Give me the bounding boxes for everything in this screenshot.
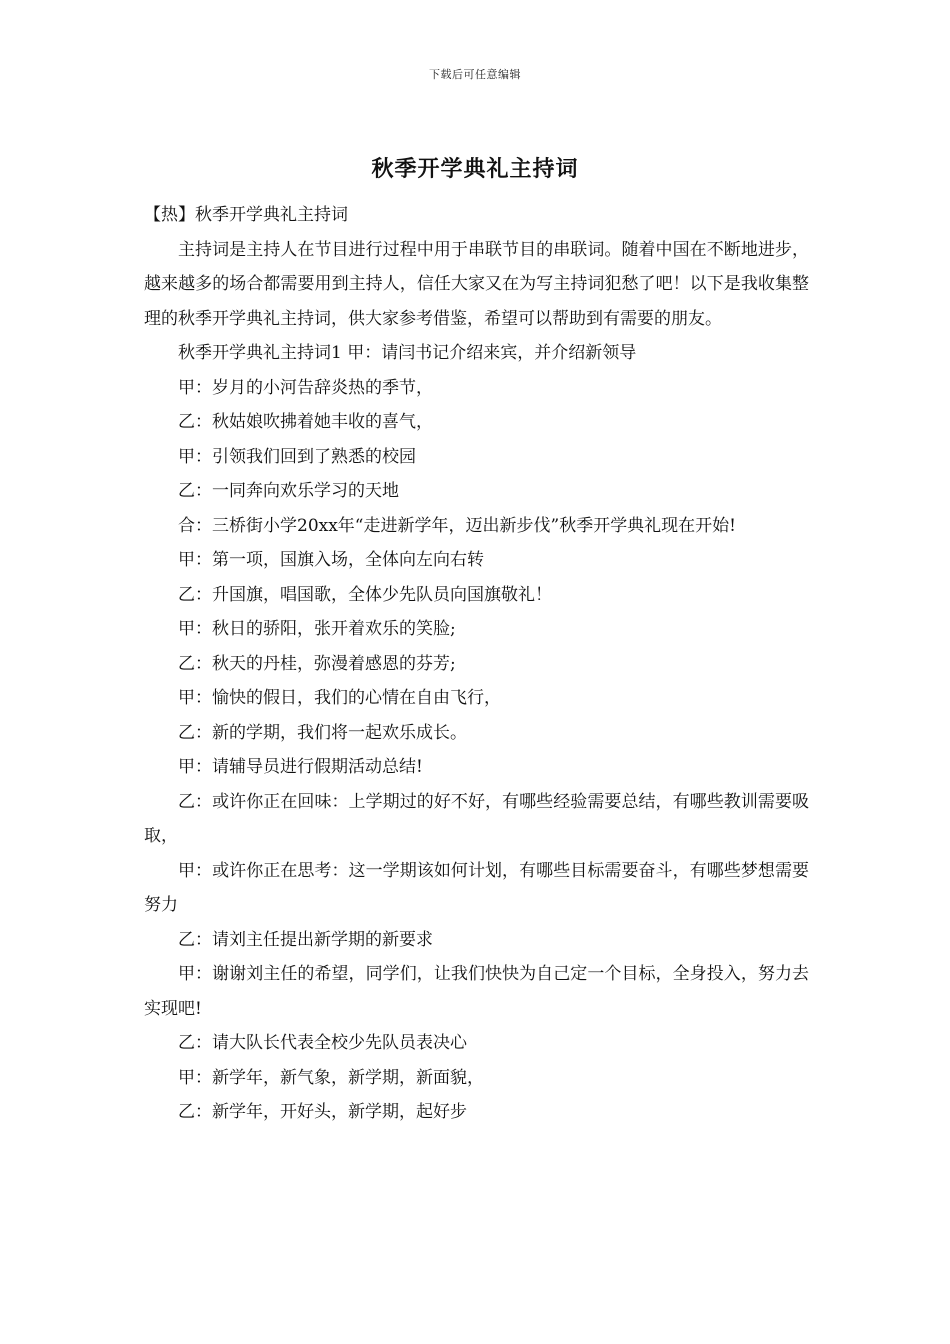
document-title: 秋季开学典礼主持词 — [371, 156, 579, 182]
paragraph: 甲：愉快的假日，我们的心情在自由飞行， — [178, 688, 501, 708]
paragraph: 甲：新学年，新气象，新学期，新面貌， — [178, 1067, 484, 1088]
paragraph: 秋季开学典礼主持词1 甲：请闫书记介绍来宾，并介绍新领导 — [178, 343, 637, 363]
paragraph: 甲：岁月的小河告辞炎热的季节， — [178, 377, 433, 398]
paragraph: 乙：或许你正在回味：上学期过的好不好，有哪些经验需要总结，有哪些教训需要吸取， — [144, 791, 809, 846]
paragraph: 乙：秋天的丹桂，弥漫着感恩的芬芳; — [178, 653, 456, 674]
paragraph: 合：三桥街小学20xx年“走进新学年，迈出新步伐”秋季开学典礼现在开始! — [178, 515, 737, 536]
paragraph: 乙：新学年，开好头，新学期，起好步 — [178, 1102, 467, 1122]
paragraph: 主持词是主持人在节目进行过程中用于串联节目的串联词。随着中国在不断地进步，越来越多的场合都需要用到主持人，信任大家又在为写主持词犯愁了吧！以下是我收集整理的秋季开学典礼主持词，供大家参考借鉴，希望可以帮助到有需要的朋友。 — [144, 239, 809, 329]
paragraph: 甲：谢谢刘主任的希望，同学们，让我们快快为自己定一个目标，全身投入，努力去实现吧! — [144, 964, 809, 1019]
paragraph: 甲：或许你正在思考：这一学期该如何计划，有哪些目标需要奋斗，有哪些梦想需要努力 — [144, 860, 809, 915]
paragraph: 乙：秋姑娘吹拂着她丰收的喜气， — [178, 412, 433, 432]
paragraph: 乙：请大队长代表全校少先队员表决心 — [178, 1033, 467, 1053]
header-note: 下载后可任意编辑 — [429, 68, 521, 81]
document-body — [144, 198, 809, 1130]
paragraph: 甲：秋日的骄阳，张开着欢乐的笑脸; — [178, 619, 456, 639]
document-subtitle: 【热】秋季开学典礼主持词 — [144, 205, 348, 225]
paragraph: 乙：请刘主任提出新学期的新要求 — [178, 929, 433, 950]
paragraph: 乙：升国旗，唱国歌，全体少先队员向国旗敬礼！ — [178, 584, 552, 605]
paragraph: 甲：第一项，国旗入场，全体向左向右转 — [178, 550, 484, 570]
paragraph: 乙：新的学期，我们将一起欢乐成长。 — [178, 722, 467, 743]
paragraph: 甲：引领我们回到了熟悉的校园 — [178, 446, 416, 467]
paragraph: 甲：请辅导员进行假期活动总结! — [178, 757, 423, 777]
paragraph: 乙：一同奔向欢乐学习的天地 — [178, 481, 399, 501]
